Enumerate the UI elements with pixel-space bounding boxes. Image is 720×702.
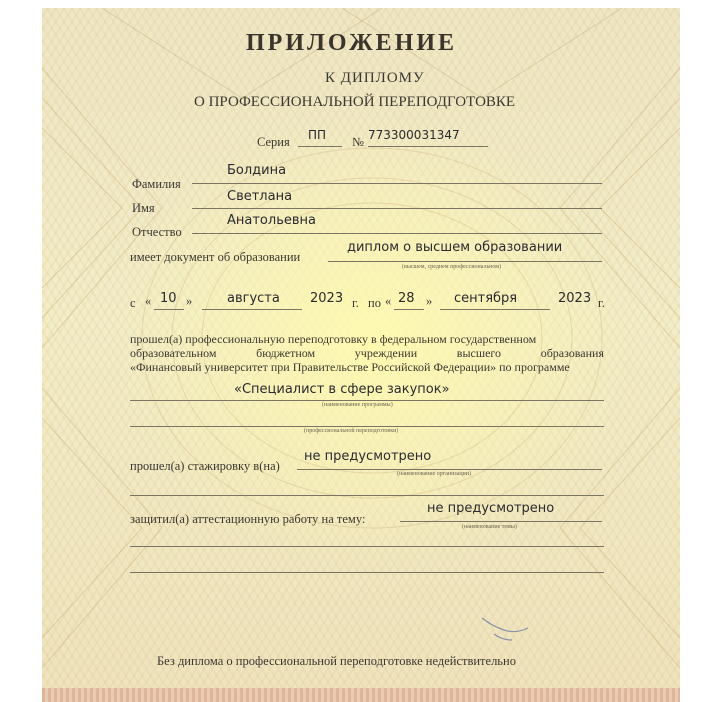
subtitle-line1: К ДИПЛОМУ bbox=[325, 70, 425, 86]
patronymic-underline bbox=[192, 233, 602, 234]
education-label: имеет документ об образовании bbox=[130, 250, 301, 264]
period-from-month-underline bbox=[202, 309, 302, 310]
period-to-month: сентября bbox=[454, 291, 518, 306]
period-from-day: 10 bbox=[160, 291, 177, 306]
thesis-underline bbox=[400, 521, 602, 522]
internship-extra-underline bbox=[130, 495, 604, 496]
period-from-day-underline bbox=[154, 309, 184, 310]
internship-underline bbox=[297, 469, 602, 470]
thesis-label: защитил(а) аттестационную работу на тему: bbox=[130, 512, 366, 526]
program-hint: (наименование программы) bbox=[322, 402, 393, 408]
page-title: ПРИЛОЖЕНИЕ bbox=[246, 30, 458, 56]
internship-value: не предусмотрено bbox=[304, 449, 432, 464]
name-value: Светлана bbox=[227, 189, 293, 204]
internship-label: прошел(а) стажировку в(на) bbox=[130, 459, 280, 473]
period-to-month-underline bbox=[440, 309, 550, 310]
surname-value: Болдина bbox=[227, 163, 287, 178]
education-underline bbox=[328, 261, 602, 262]
patronymic-label: Отчество bbox=[132, 225, 182, 239]
name-underline bbox=[192, 208, 602, 209]
surname-underline bbox=[192, 183, 602, 184]
education-value: диплом о высшем образовании bbox=[347, 240, 563, 255]
internship-hint: (наименование организации) bbox=[397, 471, 471, 477]
stamp-mark bbox=[482, 618, 528, 640]
subtitle-line2: О ПРОФЕССИОНАЛЬНОЙ ПЕРЕПОДГОТОВКЕ bbox=[194, 94, 516, 110]
program-value: «Специалист в сфере закупок» bbox=[234, 382, 450, 397]
period-to-year: 2023 bbox=[558, 291, 592, 306]
series-label: Серия bbox=[257, 135, 290, 149]
training-line2-word: бюджетном bbox=[256, 346, 316, 360]
diploma-supplement-sheet bbox=[42, 8, 680, 702]
surname-label: Фамилия bbox=[132, 177, 181, 191]
period-to-day: 28 bbox=[398, 291, 415, 306]
thesis-value: не предусмотрено bbox=[427, 501, 555, 516]
period-to-open-quote: « bbox=[385, 294, 392, 308]
series-underline bbox=[298, 146, 342, 147]
period-to-day-underline bbox=[394, 309, 424, 310]
training-line1: прошел(а) профессиональную переподготовку в федеральном государственном bbox=[130, 332, 537, 346]
period-from-year: 2023 bbox=[310, 291, 344, 306]
bottom-decorative-border bbox=[42, 688, 680, 702]
period-from-year-abbr: г. bbox=[352, 296, 359, 310]
training-line2 bbox=[130, 346, 604, 361]
footer-note: Без диплома о профессиональной переподготовке недействительно bbox=[157, 654, 516, 668]
number-value: 773300031347 bbox=[368, 128, 460, 142]
number-underline bbox=[368, 146, 488, 147]
thesis-extra-underline-1 bbox=[130, 546, 604, 547]
number-label: № bbox=[352, 135, 364, 149]
qualification-underline bbox=[130, 426, 604, 427]
period-to-year-abbr: г. bbox=[598, 296, 605, 310]
education-hint: (высшем, среднем профессиональном) bbox=[402, 264, 502, 270]
qualification-hint: (профессиональной переподготовки) bbox=[304, 428, 399, 434]
program-underline bbox=[130, 400, 604, 401]
period-to-prefix: по bbox=[368, 296, 381, 310]
training-line2-word: образовательном bbox=[130, 346, 217, 360]
training-line2-word: учреждении bbox=[354, 346, 418, 360]
period-from-close-quote: » bbox=[186, 294, 193, 308]
period-from-prefix: с bbox=[130, 296, 136, 310]
period-to-close-quote: » bbox=[426, 294, 433, 308]
thesis-extra-underline-2 bbox=[130, 572, 604, 573]
training-line3: «Финансовый университет при Правительстве Российской Федерации» по программе bbox=[130, 360, 570, 374]
thesis-hint: (наименование темы) bbox=[462, 524, 517, 530]
patronymic-value: Анатольевна bbox=[227, 213, 316, 228]
series-value: ПП bbox=[308, 128, 327, 142]
period-from-month: августа bbox=[227, 291, 280, 306]
training-line2-word: образования bbox=[540, 346, 604, 360]
name-label: Имя bbox=[132, 201, 155, 215]
period-from-open-quote: « bbox=[145, 294, 152, 308]
training-line2-word: высшего bbox=[456, 346, 502, 360]
